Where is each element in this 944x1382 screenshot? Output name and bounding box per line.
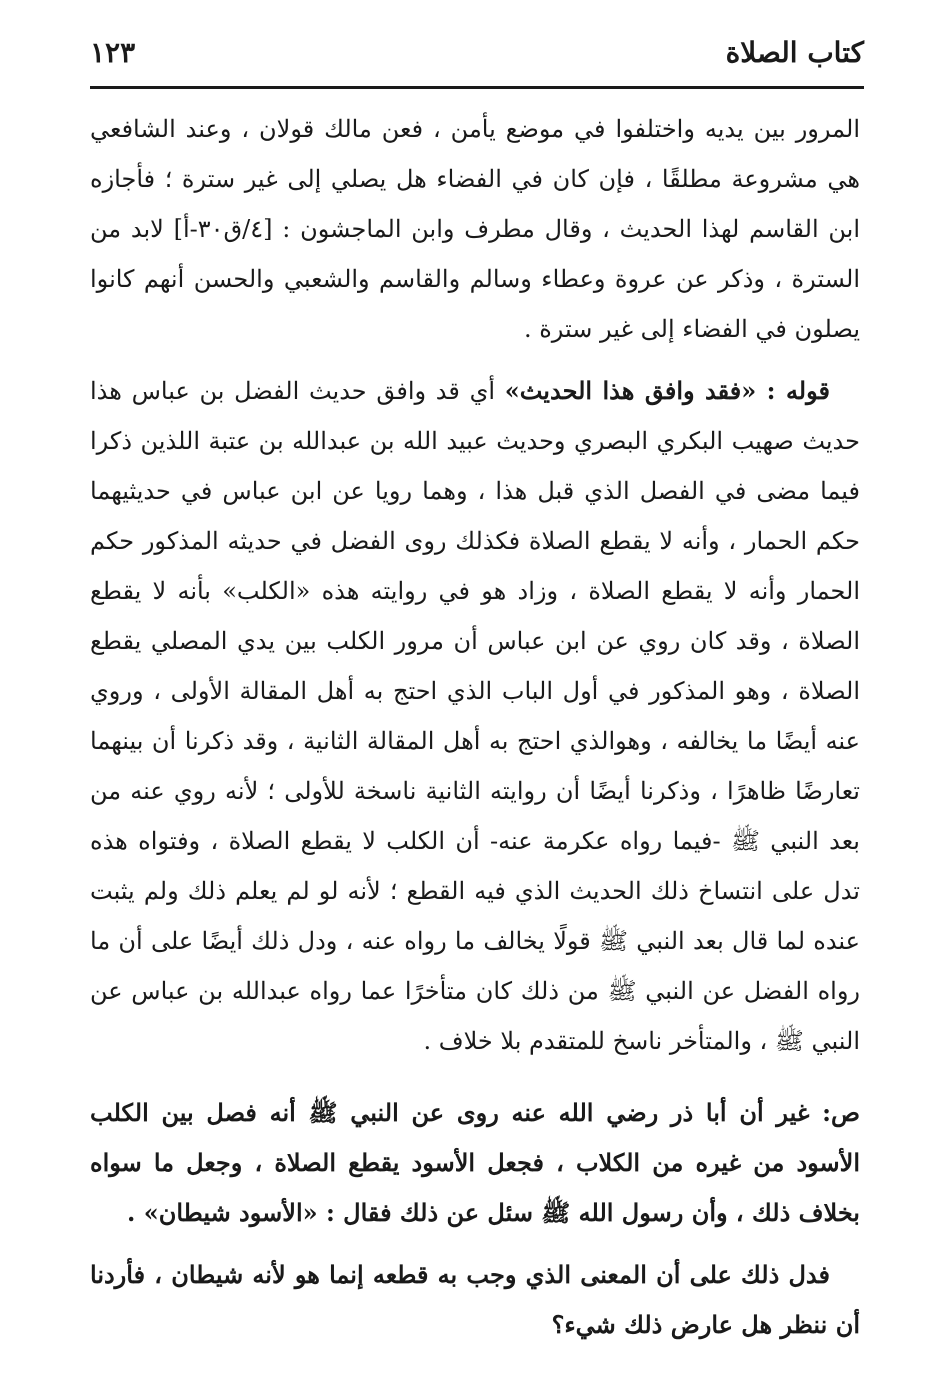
paragraph-text: المرور بين يديه واختلفوا في موضع يأمن ، فعن مالك قولان ، وعند الشافعي هي مشروعة مطلقًا ، فإن كان في الفضاء هل يصلي إلى غير سترة ؛ فأجازه ابن القاسم لهذا الحديث ، وقال مطرف وابن الماجشون : [٤/ق٣٠-أ] لابد من السترة ، وذكر عن عروة وعطاء وسالم والقاسم والشعبي والحسن أنهم كانوا يصلون في الفضاء إلى غير سترة . xyxy=(90,115,860,343)
paragraph-lead: ص: xyxy=(822,1098,860,1127)
paragraph-2 xyxy=(90,366,860,1066)
paragraph-1 xyxy=(90,104,860,354)
paragraph-lead: قوله : «فقد وافق هذا الحديث» xyxy=(504,376,830,405)
paragraph-4 xyxy=(90,1250,860,1350)
paragraph-3 xyxy=(90,1088,860,1238)
paragraph-text: فدل ذلك على أن المعنى الذي وجب به قطعه إنما هو لأنه شيطان ، فأردنا أن ننظر هل عارض ذلك شيء؟ xyxy=(90,1260,860,1339)
paragraph-text: غير أن أبا ذر رضي الله عنه روى عن النبي ﷺ أنه فصل بين الكلب الأسود من غيره من الكلاب ، فجعل الأسود يقطع الصلاة ، وجعل ما سواه بخلاف ذلك ، وأن رسول الله ﷺ سئل عن ذلك فقال : «الأسود شيطان» . xyxy=(90,1098,860,1227)
page-number: ١٢٣ xyxy=(90,36,136,69)
page-body xyxy=(90,104,860,1350)
page-header xyxy=(90,30,864,82)
paragraph-text: أي قد وافق حديث الفضل بن عباس هذا حديث صهيب البكري البصري وحديث عبيد الله بن عبدالله بن عتبة اللذين ذكرا فيما مضى في الفصل الذي قبل هذا ، وهما رويا عن ابن عباس في حديثيهما حكم الحمار ، وأنه لا يقطع الصلاة فكذلك روى الفضل في حديثه المذكور حكم الحمار وأنه لا يقطع الصلاة ، وزاد هو في روايته هذه «الكلب» بأنه لا يقطع الصلاة ، وقد كان روي عن ابن عباس أن مرور الكلب بين يدي المصلي يقطع الصلاة ، وهو المذكور في أول الباب الذي احتج به أهل المقالة الأولى ، وروي عنه أيضًا ما يخالفه ، وهوالذي احتج به أهل المقالة الثانية ، وقد ذكرنا أن بينهما تعارضًا ظاهرًا ، وذكرنا أيضًا أن روايته الثانية ناسخة للأولى ؛ لأنه روي عنه من بعد النبي ﷺ -فيما رواه عكرمة عنه- أن الكلب لا يقطع الصلاة ، وفتواه هذه تدل على انتساخ ذلك الحديث الذي فيه القطع ؛ لأنه لو لم يعلم ذلك ولم يثبت عنده لما قال بعد النبي ﷺ قولًا يخالف ما رواه عنه ، ودل ذلك أيضًا على أن ما رواه الفضل عن النبي ﷺ من ذلك كان متأخرًا عما رواه عبدالله بن عباس عن النبي ﷺ ، والمتأخر ناسخ للمتقدم بلا خلاف . xyxy=(90,377,860,1055)
header-rule xyxy=(90,86,864,89)
book-title: كتاب الصلاة xyxy=(725,36,864,69)
